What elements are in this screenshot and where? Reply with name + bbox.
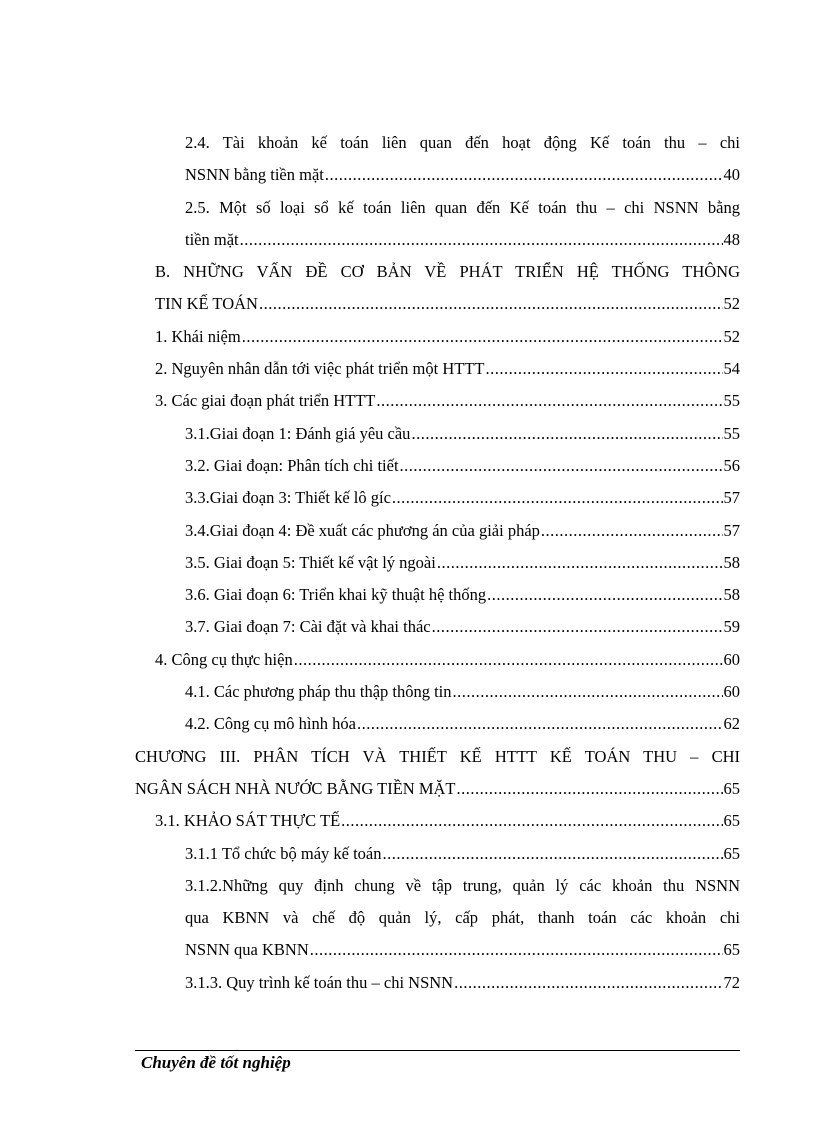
toc-entry-label: 4. Công cụ thực hiện (155, 649, 293, 669)
leader-dots (400, 450, 723, 482)
toc-entry (0, 708, 816, 740)
table-of-contents (0, 127, 816, 999)
toc-page-number: 57 (723, 520, 740, 540)
toc-entry-label: 3.5. Giai đoạn 5: Thiết kế vật lý ngoài (185, 552, 436, 572)
toc-entry-label: 1. Khái niệm (155, 326, 241, 346)
toc-entry (0, 256, 816, 288)
toc-entry (0, 967, 816, 999)
toc-page-number: 65 (723, 843, 740, 863)
toc-entry-text: qua KBNN và chế độ quản lý, cấp phát, thanh toán các khoản chi (185, 908, 740, 928)
toc-page-number: 62 (723, 714, 740, 734)
toc-entry-label: tiền mặt (185, 229, 239, 249)
toc-entry-label: 4.2. Công cụ mô hình hóa (185, 714, 356, 734)
leader-dots (411, 418, 722, 450)
toc-entry (0, 547, 816, 579)
toc-page-number: 52 (723, 294, 740, 314)
toc-page-number: 59 (723, 617, 740, 637)
toc-entry-label: 3.3.Giai đoạn 3: Thiết kế lô gíc (185, 488, 391, 508)
toc-entry-label: 3.2. Giai đoạn: Phân tích chi tiết (185, 455, 399, 475)
toc-page-number: 52 (723, 326, 740, 346)
toc-page-number: 55 (723, 423, 740, 443)
toc-entry-text: 2.5. Một số loại sổ kế toán liên quan đến Kế toán thu – chi NSNN bằng (185, 197, 740, 217)
toc-entry-label: 3.1.3. Quy trình kế toán thu – chi NSNN (185, 972, 454, 992)
toc-page-number: 65 (723, 940, 740, 960)
toc-entry (0, 353, 816, 385)
leader-dots (376, 385, 722, 417)
toc-entry-text: 2.4. Tài khoản kế toán liên quan đến hoạt động Kế toán thu – chi (185, 133, 740, 152)
leader-dots (487, 579, 722, 611)
leader-dots (541, 515, 723, 547)
toc-entry (0, 644, 816, 676)
toc-entry-continuation (0, 773, 816, 805)
toc-entry-label: 3.7. Giai đoạn 7: Cài đặt và khai thác (185, 617, 431, 637)
toc-entry (0, 611, 816, 643)
toc-entry-label: NSNN bằng tiền mặt (185, 165, 324, 185)
leader-dots (432, 611, 723, 643)
toc-page-number: 57 (723, 488, 740, 508)
leader-dots (454, 967, 722, 999)
leader-dots (294, 644, 723, 676)
toc-entry-label: 3.6. Giai đoạn 6: Triển khai kỹ thuật hệ thống (185, 585, 487, 605)
leader-dots (240, 224, 723, 256)
leader-dots (392, 482, 723, 514)
leader-dots (310, 934, 723, 966)
toc-page-number: 58 (723, 552, 740, 572)
toc-entry-label: 3. Các giai đoạn phát triển HTTT (155, 391, 376, 411)
toc-entry-label: NGÂN SÁCH NHÀ NƯỚC BẰNG TIỀN MẶT (135, 778, 456, 798)
leader-dots (485, 353, 722, 385)
toc-entry (0, 418, 816, 450)
toc-entry-continuation (0, 934, 816, 966)
toc-page-number: 72 (723, 972, 740, 992)
toc-page-number: 56 (723, 455, 740, 475)
toc-entry (0, 870, 816, 902)
leader-dots (453, 676, 723, 708)
toc-entry (0, 385, 816, 417)
toc-entry-label: 2. Nguyên nhân dẫn tới việc phát triển một HTTT (155, 359, 485, 379)
toc-entry (0, 482, 816, 514)
toc-entry-text: 3.1.2.Những quy định chung về tập trung, quản lý các khoản thu NSNN (185, 875, 740, 895)
leader-dots (383, 838, 723, 870)
toc-page-number: 58 (723, 585, 740, 605)
toc-page-number: 40 (723, 165, 740, 185)
toc-entry (0, 579, 816, 611)
toc-page-number: 65 (723, 811, 740, 831)
toc-page-number: 60 (723, 649, 740, 669)
leader-dots (242, 321, 723, 353)
footer-divider (135, 1050, 740, 1051)
toc-entry (0, 676, 816, 708)
toc-entry (0, 192, 816, 224)
toc-entry-text: B. NHỮNG VẤN ĐỀ CƠ BẢN VỀ PHÁT TRIỂN HỆ THỐNG THÔNG (155, 262, 740, 282)
toc-entry-label: TIN KẾ TOÁN (155, 294, 258, 314)
toc-page-number: 65 (723, 778, 740, 798)
toc-page-number: 60 (723, 682, 740, 702)
toc-entry-label: 3.1. KHẢO SÁT THỰC TẾ (155, 811, 341, 831)
leader-dots (437, 547, 723, 579)
leader-dots (457, 773, 723, 805)
toc-entry-continuation (0, 159, 816, 191)
toc-entry (0, 127, 816, 159)
leader-dots (341, 805, 722, 837)
footer-text: Chuyên đề tốt nghiệp (141, 1053, 291, 1072)
toc-entry (0, 515, 816, 547)
toc-entry (0, 741, 816, 773)
toc-entry-label: 3.1.Giai đoạn 1: Đánh giá yêu cầu (185, 423, 411, 443)
toc-page-number: 54 (723, 359, 740, 379)
leader-dots (325, 159, 723, 191)
toc-entry (0, 805, 816, 837)
toc-entry-label: 3.1.1 Tổ chức bộ máy kế toán (185, 843, 382, 863)
toc-entry (0, 450, 816, 482)
toc-entry-label: 3.4.Giai đoạn 4: Đề xuất các phương án của giải pháp (185, 520, 540, 540)
toc-page-number: 48 (723, 229, 740, 249)
toc-entry-text: CHƯƠNG III. PHÂN TÍCH VÀ THIẾT KẾ HTTT KẾ TOÁN THU – CHI (135, 746, 740, 766)
toc-entry-label: 4.1. Các phương pháp thu thập thông tin (185, 682, 452, 702)
toc-page-number: 55 (723, 391, 740, 411)
toc-entry (0, 321, 816, 353)
leader-dots (259, 288, 723, 320)
toc-entry-continuation (0, 288, 816, 320)
toc-entry-continuation (0, 224, 816, 256)
toc-entry (0, 838, 816, 870)
toc-entry-label: NSNN qua KBNN (185, 940, 309, 960)
toc-entry-continuation (0, 902, 816, 934)
leader-dots (357, 708, 723, 740)
